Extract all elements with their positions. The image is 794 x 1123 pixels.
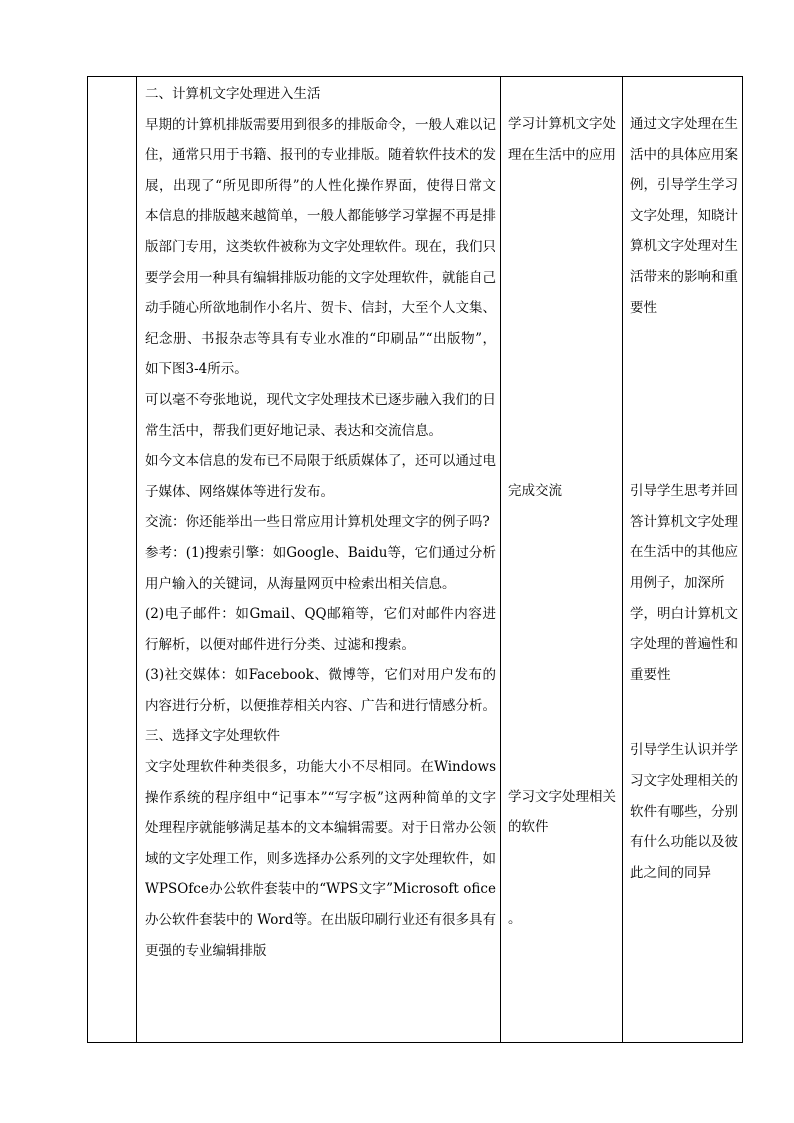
student-activity-cell [501,77,623,1043]
lesson-plan-table [87,76,743,1043]
section2-heading: 二、计算机文字处理进入生活 [145,86,321,102]
section2-paragraph: 可以毫不夸张地说，现代文字处理技术已逐步融入我们的日常生活中，帮我们更好地记录、表达和交流信息。 [145,391,496,439]
exchange-reference: (2)电子邮件：如Gmail、QQ邮箱等，它们对邮件内容进行解析，以便对邮件进行分类、过滤和搜索。 [145,606,496,653]
design-intent-exchange: 引导学生思考并回答计算机文字处理在生活中的其他应用例子，加深所学，明白计算机文字处理的普遍性和重要性 [630,483,738,683]
exchange-reference: 参考：(1)搜索引擎：如Google、Baidu等，它们通过分析用户输入的关键词，从海量网页中检索出相关信息。 [145,544,496,592]
section3-paragraph: 文字处理软件种类很多，功能大小不尽相同。在Windows操作系统的程序组中“记事本”“写字板”这两种简单的文字处理程序就能够满足基本的文本编辑需要。对于日常办公领域的文字处理工作，则多选择办公系列的文字处理软件，如WPSOfce办公软件套装中的“WPS文字”Microsoft ofice办公软件套装中的 Word等。在出版印刷行业还有很多具有更强的专业编辑排版 [145,759,496,959]
student-activity-column [508,77,618,935]
section2-paragraph: 如今文本信息的发布已不局限于纸质媒体了，还可以通过电子媒体、网络媒体等进行发布。 [145,453,496,500]
teaching-content [145,77,496,966]
blank-column-cell [88,77,137,1043]
design-intent-section3: 引导学生认识并学习文字处理相关的软件有哪些，分别有什么功能以及彼此之间的同异 [630,742,738,881]
exchange-reference: (3)社交媒体：如Facebook、微博等，它们对用户发布的内容进行分析，以便推荐相关内容、广告和进行情感分析。 [145,667,496,714]
section3-heading: 三、选择文字处理软件 [145,728,280,745]
table-row [88,77,743,1043]
exchange-question: 交流：你还能举出一些日常应用计算机处理文字的例子吗? [145,514,490,531]
student-activity-section2: 学习计算机文字处理在生活中的应用 [508,116,616,163]
design-intent-column [630,77,738,888]
teaching-content-cell [137,77,501,1043]
student-activity-exchange: 完成交流 [508,483,562,500]
design-intent-cell [623,77,743,1043]
section2-paragraph: 早期的计算机排版需要用到很多的排版命令，一般人难以记住，通常只用于书籍、报刊的专业排版。随着软件技术的发展，出现了“所见即所得”的人性化操作界面，使得日常文本信息的排版越来越简单，一般人都能够学习掌握不再是排版部门专用，这类软件被称为文字处理软件。现在，我们只要学会用一种具有编辑排版功能的文字处理软件，就能自己动手随心所欲地制作小名片、贺卡、信封，大至个人文集、纪念册、书报杂志等具有专业水准的“印刷品”“出版物”，如下图3-4所示。 [145,116,496,378]
student-activity-section3: 学习文字处理相关的软件 [508,788,616,836]
student-activity-section3-extra: 。 [508,910,522,927]
design-intent-section2: 通过文字处理在生活中的具体应用案例，引导学生学习文字处理，知晓计算机文字处理对生活带来的影响和重要性 [630,116,738,316]
